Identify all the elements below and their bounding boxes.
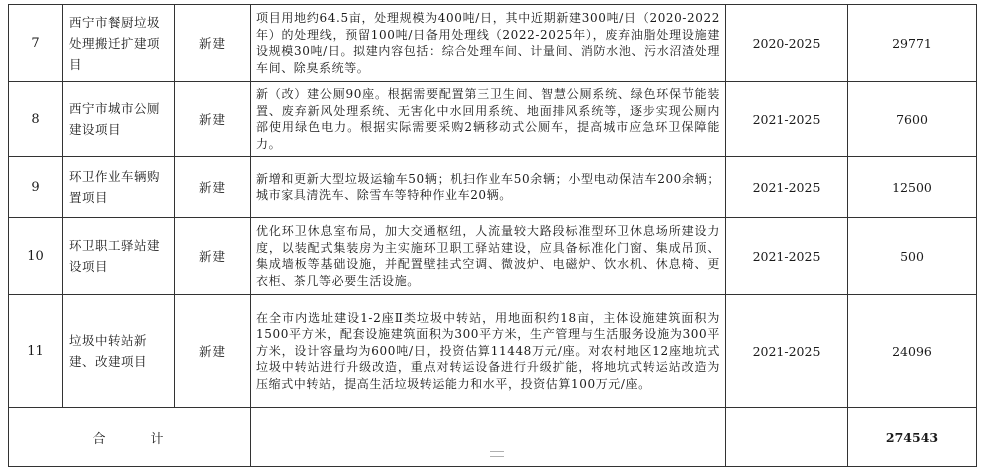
project-name: 西宁市餐厨垃圾处理搬迁扩建项目: [63, 5, 175, 82]
construction-period: 2021-2025: [726, 82, 848, 157]
total-label: [9, 408, 251, 467]
row-number: 7: [9, 5, 63, 82]
project-content: 新增和更新大型垃圾运输车50辆；机扫作业车50余辆；小型电动保洁车200余辆；城市家具清洗车、除雪车等特种作业车20辆。: [251, 157, 726, 218]
investment-amount: 7600: [848, 82, 977, 157]
table-row: [9, 82, 977, 157]
investment-amount: 12500: [848, 157, 977, 218]
project-content: 优化环卫休息室布局，加大交通枢纽，人流量较大路段标准型环卫休息场所建设力度，以装配式集装房为主实施环卫职工驿站建设，应具备标准化门窗、集成吊顶、集成墙板等基础设施，并配置壁挂式空调、微波炉、电磁炉、饮水机、休息椅、更衣柜、茶几等必要生活设施。: [251, 218, 726, 295]
total-label-left: 合: [92, 431, 109, 447]
total-amount: 274543: [848, 408, 977, 467]
table-row: [9, 295, 977, 408]
project-name: 垃圾中转站新建、改建项目: [63, 295, 175, 408]
total-content-empty: [251, 408, 726, 467]
project-table: [8, 4, 977, 467]
project-name: 西宁市城市公厕建设项目: [63, 82, 175, 157]
investment-amount: 500: [848, 218, 977, 295]
project-name: 环卫作业车辆购置项目: [63, 157, 175, 218]
project-content: 项目用地约64.5亩，处理规模为400吨/日，其中近期新建300吨/日（2020-2022年）的处理线，预留100吨/日备用处理线（2022-2025年），废弃油脂处理设施建设规模30吨/日。拟建内容包括：综合处理车间、计量间、消防水池、污水沼渣处理车间、除臭系统等。: [251, 5, 726, 82]
construction-type: 新建: [175, 82, 251, 157]
project-content: 在全市内选址建设1-2座Ⅱ类垃圾中转站，用地面积约18亩，主体设施建筑面积为1500平方米，配套设施建筑面积为300平方米，生产管理与生活服务设施为300平方米，设计容量均为600吨/日，投资估算11448万元/座。对农村地区12座地坑式垃圾中转站进行升级改造，重点对转运设备进行升级扩能，将地坑式转运站改造为压缩式中转站，提高生活垃圾转运能力和水平，投资估算100万元/座。: [251, 295, 726, 408]
construction-period: 2021-2025: [726, 218, 848, 295]
investment-amount: 29771: [848, 5, 977, 82]
total-label-right: 计: [150, 431, 167, 447]
table-row: [9, 5, 977, 82]
construction-type: 新建: [175, 157, 251, 218]
table-row: [9, 157, 977, 218]
construction-period: 2021-2025: [726, 295, 848, 408]
construction-period: 2020-2025: [726, 5, 848, 82]
project-name: 环卫职工驿站建设项目: [63, 218, 175, 295]
total-period-empty: [726, 408, 848, 467]
row-number: 10: [9, 218, 63, 295]
construction-period: 2021-2025: [726, 157, 848, 218]
row-number: 11: [9, 295, 63, 408]
page-edge-mark: [490, 451, 504, 457]
total-row: [9, 408, 977, 467]
table-row: [9, 218, 977, 295]
row-number: 9: [9, 157, 63, 218]
construction-type: 新建: [175, 218, 251, 295]
project-content: 新（改）建公厕90座。根据需要配置第三卫生间、智慧公厕系统、绿色环保节能装置、废弃新风处理系统、无害化中水回用系统、地面排风系统等，逐步实现公厕内部使用绿色电力。根据实际需要采购2辆移动式公厕车，提高城市应急环卫保障能力。: [251, 82, 726, 157]
construction-type: 新建: [175, 5, 251, 82]
construction-type: 新建: [175, 295, 251, 408]
investment-amount: 24096: [848, 295, 977, 408]
row-number: 8: [9, 82, 63, 157]
